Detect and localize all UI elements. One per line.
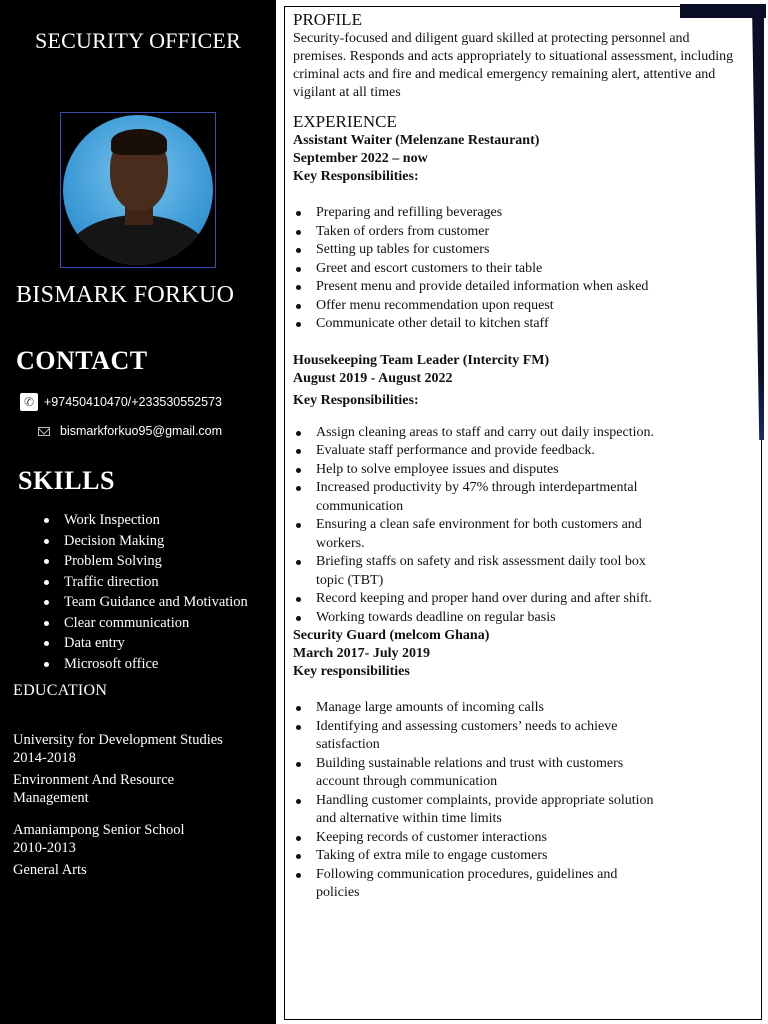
mail-icon [38, 427, 50, 436]
skills-heading: SKILLS [18, 466, 115, 495]
list-item: Identifying and assessing customers’ needs to achieve satisfaction [293, 718, 656, 755]
list-item: Help to solve employee issues and disputes [293, 461, 656, 480]
list-item: Taking of extra mile to engage customers [293, 847, 656, 866]
school-name: University for Development Studies [13, 732, 223, 748]
education-entry [13, 731, 223, 767]
field-line: Management [13, 790, 89, 806]
list-item: Data entry [44, 633, 248, 654]
profile-photo-frame [60, 112, 216, 268]
education-field [13, 861, 87, 879]
job-title: Security Guard (melcom Ghana) [293, 628, 490, 643]
responsibilities-list [293, 699, 743, 903]
list-item: Increased productivity by 47% through interdepartmental communication [293, 479, 656, 516]
list-item: Microsoft office [44, 654, 248, 675]
education-heading: EDUCATION [13, 682, 108, 699]
responsibilities-label: Key responsibilities [293, 664, 410, 679]
profile-heading: PROFILE [293, 10, 362, 29]
experience-heading: EXPERIENCE [293, 112, 397, 131]
list-item: Clear communication [44, 613, 248, 634]
list-item: Assign cleaning areas to staff and carry out daily inspection. [293, 424, 736, 443]
job-dates: March 2017- July 2019 [293, 646, 431, 661]
contact-heading: CONTACT [16, 346, 148, 375]
job-title: Assistant Waiter (Melenzane Restaurant) [293, 133, 540, 148]
school-years: 2010-2013 [13, 840, 76, 856]
list-item: Communicate other detail to kitchen staff [293, 315, 743, 334]
list-item: Greet and escort customers to their table [293, 260, 743, 279]
list-item: Ensuring a clean safe environment for both customers and workers. [293, 516, 656, 553]
job-title: SECURITY OFFICER [35, 28, 241, 53]
list-item: Building sustainable relations and trust with customers account through communication [293, 755, 656, 792]
list-item: Problem Solving [44, 551, 248, 572]
list-item: Keeping records of customer interactions [293, 829, 656, 848]
list-item: Manage large amounts of incoming calls [293, 699, 656, 718]
responsibilities-list [293, 204, 743, 334]
job-dates: September 2022 – now [293, 151, 428, 166]
list-item: Handling customer complaints, provide appropriate solution and alternative within time limits [293, 792, 656, 829]
field-line: Environment And Resource [13, 772, 175, 788]
phone-row [20, 393, 222, 411]
profile-summary: Security-focused and diligent guard skilled at protecting personnel and premises. Responds and acts appropriately to situational assessment, including criminal acts and fire and medical emergency remaining alert, attentive and vigilant at all times [293, 31, 734, 100]
education-entry [13, 821, 185, 857]
list-item: Present menu and provide detailed information when asked [293, 278, 743, 297]
email-address: bismarkforkuo95@gmail.com [60, 424, 223, 438]
list-item: Team Guidance and Motivation [44, 592, 248, 613]
candidate-name: BISMARK FORKUO [16, 282, 235, 308]
sidebar [0, 0, 276, 1024]
responsibilities-label: Key Responsibilities: [293, 392, 419, 408]
profile-photo [63, 115, 213, 265]
list-item: Traffic direction [44, 572, 248, 593]
job-dates: August 2019 - August 2022 [293, 370, 453, 386]
list-item: Working towards deadline on regular basis [293, 609, 656, 628]
school-name: Amaniampong Senior School [13, 822, 185, 838]
main-content [293, 10, 743, 903]
list-item: Briefing staffs on safety and risk assessment daily tool box topic (TBT) [293, 553, 656, 590]
field-line: General Arts [13, 862, 87, 878]
list-item: Decision Making [44, 531, 248, 552]
phone-icon: ✆ [20, 393, 38, 411]
skills-list [44, 510, 248, 674]
job-title: Housekeeping Team Leader (Intercity FM) [293, 352, 550, 368]
responsibilities-list [293, 424, 743, 628]
education-field [13, 771, 174, 807]
list-item: Evaluate staff performance and provide feedback. [293, 442, 656, 461]
list-item: Offer menu recommendation upon request [293, 297, 743, 316]
list-item: Preparing and refilling beverages [293, 204, 743, 223]
phone-number: +97450410470/+233530552573 [44, 395, 222, 409]
list-item: Setting up tables for customers [293, 241, 743, 260]
school-years: 2014-2018 [13, 750, 76, 766]
list-item: Work Inspection [44, 510, 248, 531]
email-row [38, 424, 222, 438]
responsibilities-label: Key Responsibilities: [293, 169, 419, 184]
list-item: Record keeping and proper hand over during and after shift. [293, 590, 656, 609]
list-item: Taken of orders from customer [293, 223, 743, 242]
list-item: Following communication procedures, guidelines and policies [293, 866, 656, 903]
